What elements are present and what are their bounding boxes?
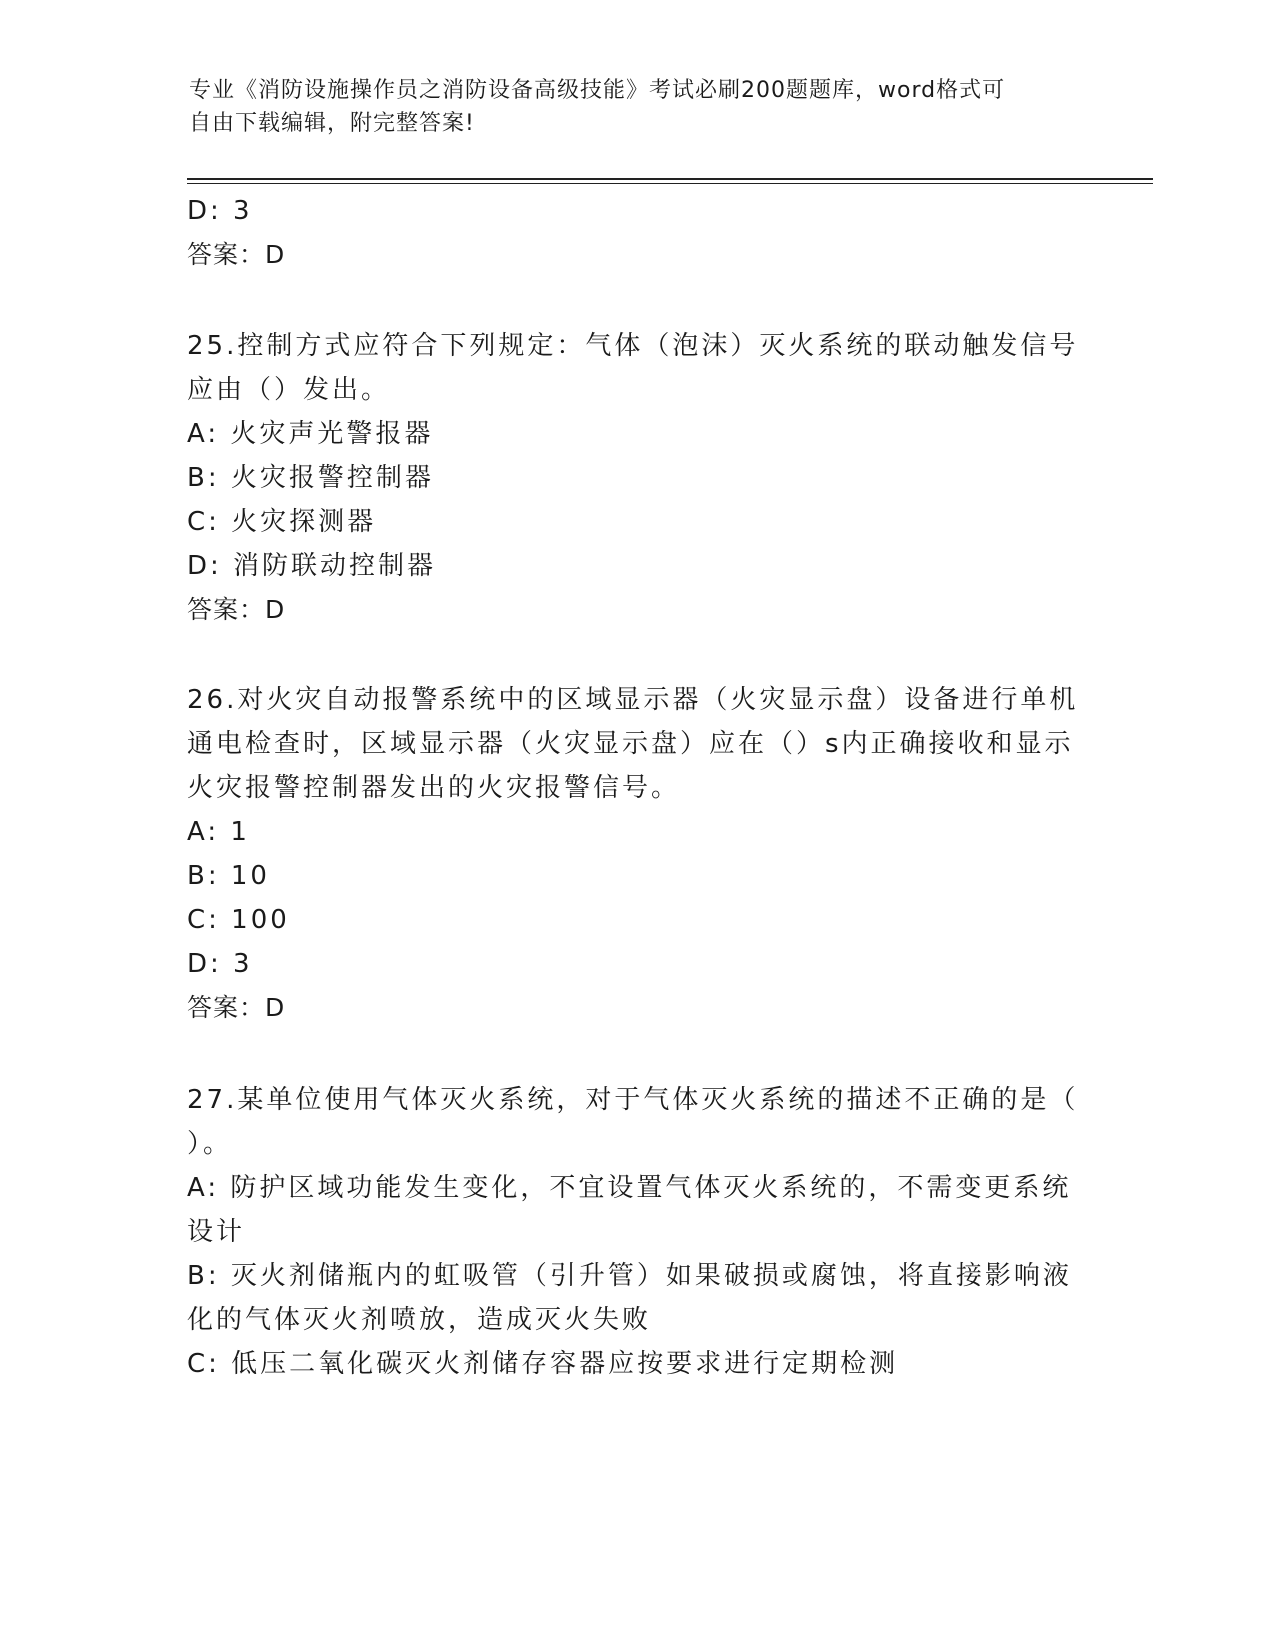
q26-option-a: A: 1 [187, 817, 250, 847]
q25-option-b: B: 火灾报警控制器 [187, 463, 434, 493]
q25-option-a: A: 火灾声光警报器 [187, 419, 434, 449]
q25-answer: 答案：D [187, 595, 286, 624]
q27-option-a-line-2: 设计 [187, 1217, 246, 1247]
q27-stem-line-1: 27.某单位使用气体灭火系统，对于气体灭火系统的描述不正确的是（ [187, 1085, 1079, 1115]
header-line-2: 自由下载编辑，附完整答案! [189, 111, 475, 136]
q25-stem-line-1: 25.控制方式应符合下列规定：气体（泡沫）灭火系统的联动触发信号 [187, 331, 1079, 361]
q27-option-c: C: 低压二氧化碳灭火剂储存容器应按要求进行定期检测 [187, 1349, 899, 1379]
q26-option-b: B: 10 [187, 861, 270, 891]
prev-option-d: D: 3 [187, 196, 253, 226]
q26-stem-line-3: 火灾报警控制器发出的火灾报警信号。 [187, 773, 681, 803]
q26-stem-line-2: 通电检查时，区域显示器（火灾显示盘）应在（）s内正确接收和显示 [187, 729, 1074, 759]
q25-stem-line-2: 应由（）发出。 [187, 375, 391, 405]
q27-option-b-line-1: B: 灭火剂储瓶内的虹吸管（引升管）如果破损或腐蚀，将直接影响液 [187, 1261, 1072, 1291]
header-divider-thin [187, 183, 1153, 184]
header-line-1: 专业《消防设施操作员之消防设备高级技能》考试必刷200题题库，word格式可 [189, 78, 1006, 103]
q27-option-a-line-1: A: 防护区域功能发生变化，不宜设置气体灭火系统的，不需变更系统 [187, 1173, 1072, 1203]
q27-stem-line-2: ）。 [187, 1129, 233, 1159]
q26-stem-line-1: 26.对火灾自动报警系统中的区域显示器（火灾显示盘）设备进行单机 [187, 685, 1079, 715]
page-header [189, 74, 1069, 140]
prev-answer: 答案：D [187, 240, 286, 269]
q26-answer: 答案：D [187, 993, 286, 1022]
q25-option-c: C: 火灾探测器 [187, 507, 377, 537]
q26-option-c: C: 100 [187, 905, 290, 935]
q27-option-b-line-2: 化的气体灭火剂喷放，造成灭火失败 [187, 1305, 652, 1335]
header-divider-thick [187, 178, 1153, 180]
q26-option-d: D: 3 [187, 949, 253, 979]
q25-option-d: D: 消防联动控制器 [187, 551, 437, 581]
